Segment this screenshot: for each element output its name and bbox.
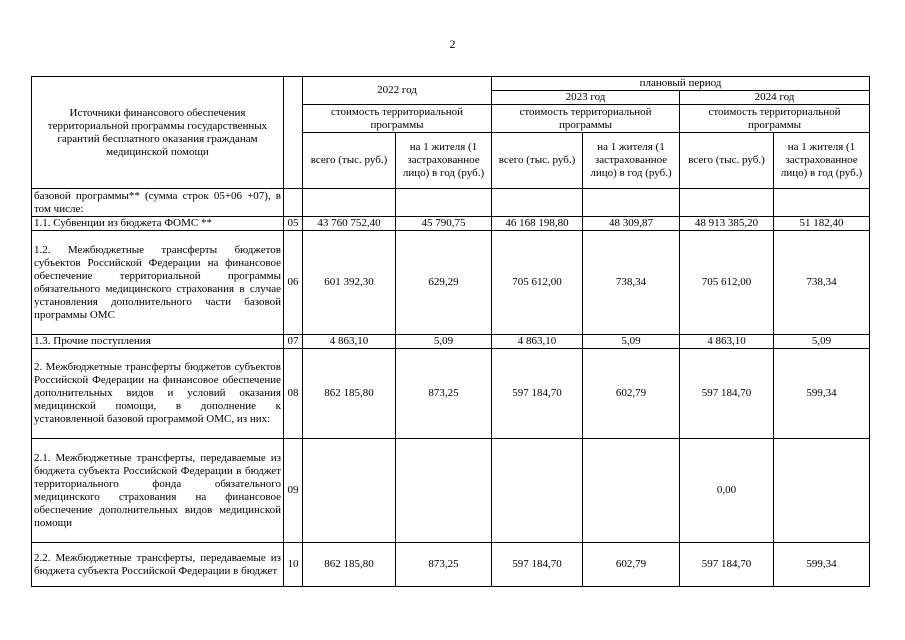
cell-value: 862 185,80 xyxy=(303,543,396,587)
cost-header-2024: стоимость территориальной программы xyxy=(680,105,870,133)
page-number: 2 xyxy=(449,37,456,51)
cell-value: 4 863,10 xyxy=(492,335,583,349)
cell-value: 0,00 xyxy=(680,439,774,543)
year-2022-header: 2022 год xyxy=(303,77,492,105)
cell-value xyxy=(583,189,680,217)
cell-value: 4 863,10 xyxy=(680,335,774,349)
cell-value: 597 184,70 xyxy=(492,349,583,439)
table-row xyxy=(32,335,870,349)
planning-period-header: плановый период xyxy=(492,77,870,91)
row-code: 07 xyxy=(284,335,303,349)
row-code: 10 xyxy=(284,543,303,587)
row-code: 09 xyxy=(284,439,303,543)
cell-value xyxy=(492,439,583,543)
cell-value: 46 168 198,80 xyxy=(492,217,583,231)
source-column-header: Источники финансового обеспечения территориальной программы государственных гарантий бесплатного оказания гражданам медицинской помощи xyxy=(32,77,284,189)
row-label: 2. Межбюджетные трансферты бюджетов субъектов Российской Федерации на финансовое обеспечение дополнительных видов и условий оказания медицинской помощи, в дополнение к установленной базовой программой ОМС, из них: xyxy=(32,349,284,439)
cell-value: 873,25 xyxy=(396,349,492,439)
cell-value: 597 184,70 xyxy=(680,543,774,587)
cell-value: 862 185,80 xyxy=(303,349,396,439)
cell-value: 51 182,40 xyxy=(774,217,870,231)
cell-value: 43 760 752,40 xyxy=(303,217,396,231)
table-row xyxy=(32,231,870,335)
row-code xyxy=(284,189,303,217)
cell-value xyxy=(774,189,870,217)
row-label: базовой программы** (сумма строк 05+06 +07), в том числе: xyxy=(32,189,284,217)
total-header-2023: всего (тыс. руб.) xyxy=(492,133,583,189)
row-code: 05 xyxy=(284,217,303,231)
total-header-2022: всего (тыс. руб.) xyxy=(303,133,396,189)
table-row xyxy=(32,349,870,439)
cell-value: 5,09 xyxy=(774,335,870,349)
row-label: 1.2. Межбюджетные трансферты бюджетов субъектов Российской Федерации на финансовое обеспечение территориальной программы обязательного медицинского страхования в случае установления дополнительного части базовой программы ОМС xyxy=(32,231,284,335)
cell-value xyxy=(492,189,583,217)
cost-header-2023: стоимость территориальной программы xyxy=(492,105,680,133)
cell-value: 597 184,70 xyxy=(680,349,774,439)
cell-value: 48 309,87 xyxy=(583,217,680,231)
cell-value: 705 612,00 xyxy=(680,231,774,335)
cell-value: 5,09 xyxy=(583,335,680,349)
cell-value: 599,34 xyxy=(774,543,870,587)
cell-value: 45 790,75 xyxy=(396,217,492,231)
cell-value: 5,09 xyxy=(396,335,492,349)
cell-value xyxy=(303,189,396,217)
row-code: 08 xyxy=(284,349,303,439)
cell-value: 629,29 xyxy=(396,231,492,335)
cell-value: 738,34 xyxy=(583,231,680,335)
row-code: 06 xyxy=(284,231,303,335)
code-column-header xyxy=(284,77,303,189)
cell-value: 873,25 xyxy=(396,543,492,587)
cell-value: 705 612,00 xyxy=(492,231,583,335)
total-header-2024: всего (тыс. руб.) xyxy=(680,133,774,189)
cell-value xyxy=(680,189,774,217)
cell-value: 601 392,30 xyxy=(303,231,396,335)
table-row xyxy=(32,439,870,543)
cell-value xyxy=(774,439,870,543)
cell-value: 738,34 xyxy=(774,231,870,335)
per-capita-header-2022: на 1 жителя (1 застрахованное лицо) в год (руб.) xyxy=(396,133,492,189)
cell-value: 4 863,10 xyxy=(303,335,396,349)
cell-value: 599,34 xyxy=(774,349,870,439)
cell-value: 48 913 385,20 xyxy=(680,217,774,231)
per-capita-header-2023: на 1 жителя (1 застрахованное лицо) в год (руб.) xyxy=(583,133,680,189)
cell-value: 597 184,70 xyxy=(492,543,583,587)
year-2023-header: 2023 год xyxy=(492,91,680,105)
per-capita-header-2024: на 1 жителя (1 застрахованное лицо) в год (руб.) xyxy=(774,133,870,189)
cell-value xyxy=(583,439,680,543)
cell-value xyxy=(396,189,492,217)
cell-value xyxy=(303,439,396,543)
table-row xyxy=(32,217,870,231)
financing-table xyxy=(31,76,870,587)
cost-header-2022: стоимость территориальной программы xyxy=(303,105,492,133)
year-2024-header: 2024 год xyxy=(680,91,870,105)
cell-value: 602,79 xyxy=(583,349,680,439)
row-label: 1.3. Прочие поступления xyxy=(32,335,284,349)
cell-value: 602,79 xyxy=(583,543,680,587)
table-row xyxy=(32,543,870,587)
row-label: 1.1. Субвенции из бюджета ФОМС ** xyxy=(32,217,284,231)
cell-value xyxy=(396,439,492,543)
row-label: 2.2. Межбюджетные трансферты, передаваемые из бюджета субъекта Российской Федерации в бюджет xyxy=(32,543,284,587)
table-row xyxy=(32,189,870,217)
row-label: 2.1. Межбюджетные трансферты, передаваемые из бюджета субъекта Российской Федерации в бюджет территориального фонда обязательного медицинского страхования на финансовое обеспечение дополнительных видов медицинской помощи xyxy=(32,439,284,543)
